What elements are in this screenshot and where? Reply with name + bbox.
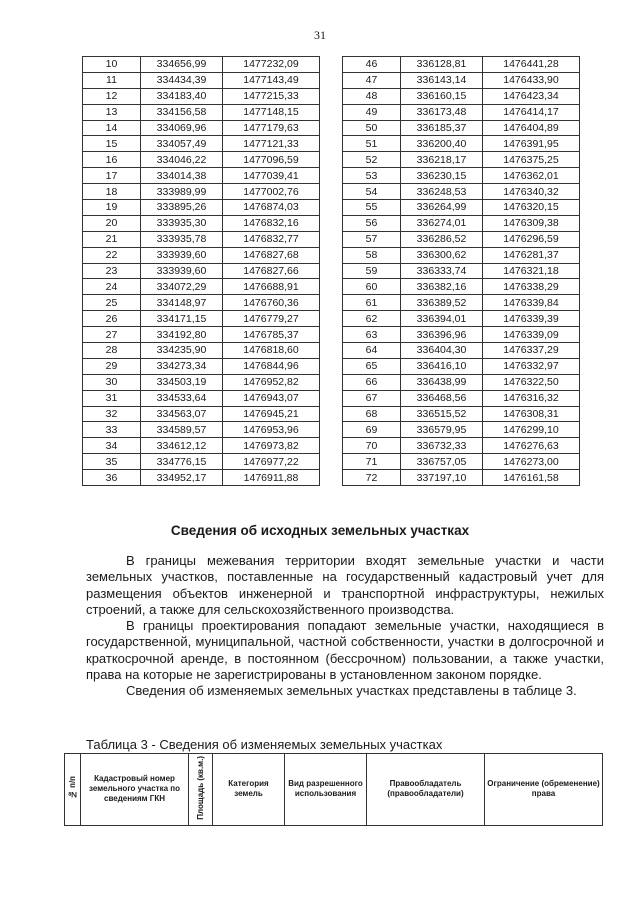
table-cell: 1476273,00 xyxy=(483,454,580,470)
table-cell: 1476332,97 xyxy=(483,358,580,374)
table-cell: 334192,80 xyxy=(141,327,223,343)
column-gap xyxy=(320,263,343,279)
table-cell: 334434,39 xyxy=(141,72,223,88)
table-cell: 1477121,33 xyxy=(223,136,320,152)
table-row xyxy=(83,390,580,406)
table-cell: 336394,01 xyxy=(401,311,483,327)
table3-header-use: Вид разрешенного использования xyxy=(285,754,367,826)
table-cell: 28 xyxy=(83,343,141,359)
table-row xyxy=(83,120,580,136)
table-cell: 1476844,96 xyxy=(223,358,320,374)
table-row xyxy=(83,454,580,470)
column-gap xyxy=(320,184,343,200)
table-cell: 1477215,33 xyxy=(223,88,320,104)
table-row xyxy=(83,374,580,390)
table-cell: 1476832,16 xyxy=(223,215,320,231)
table-cell: 336389,52 xyxy=(401,295,483,311)
table-cell: 1476433,90 xyxy=(483,72,580,88)
coordinates-table xyxy=(82,56,580,486)
paragraph: В границы проектирования попадают земельные участки, находящиеся в государственной, муниципальной, частной собственности, участки в долгосрочной и краткосрочной аренде, в постоянном (бессрочном) пользовании, а также участки, права на которые не зарегистрированы в установленном законом порядке. xyxy=(86,618,604,683)
table-cell: 1476362,01 xyxy=(483,168,580,184)
table-cell: 334072,29 xyxy=(141,279,223,295)
table3-header-row xyxy=(65,754,603,826)
column-gap xyxy=(320,470,343,486)
table-cell: 336160,15 xyxy=(401,88,483,104)
table-cell: 1476779,27 xyxy=(223,311,320,327)
table-cell: 64 xyxy=(343,343,401,359)
column-gap xyxy=(320,343,343,359)
table-cell: 333939,60 xyxy=(141,263,223,279)
table-row xyxy=(83,279,580,295)
table-row xyxy=(83,231,580,247)
table3-header-area: Площадь (кв.м.) xyxy=(189,754,213,826)
table-cell: 336264,99 xyxy=(401,200,483,216)
table-row xyxy=(83,327,580,343)
table-cell: 336248,53 xyxy=(401,184,483,200)
table-cell: 333895,26 xyxy=(141,200,223,216)
column-gap xyxy=(320,215,343,231)
page-number: 31 xyxy=(314,28,326,42)
table-row xyxy=(83,104,580,120)
column-gap xyxy=(320,295,343,311)
table-cell: 334148,97 xyxy=(141,295,223,311)
column-gap xyxy=(320,72,343,88)
table-cell: 27 xyxy=(83,327,141,343)
table-row xyxy=(83,406,580,422)
table-row xyxy=(83,343,580,359)
table-cell: 70 xyxy=(343,438,401,454)
table3-header-restriction: Ограничение (обременение) права xyxy=(485,754,603,826)
table-cell: 336438,99 xyxy=(401,374,483,390)
table-cell: 333989,99 xyxy=(141,184,223,200)
paragraph: В границы межевания территории входят земельные участки и части земельных участков, поставленные на государственный кадастровый учет для размещения объектов инженерной и транспортной инфраструктуры, нежилых строений, а также для сельскохозяйственного производства. xyxy=(86,553,604,617)
table-cell: 336274,01 xyxy=(401,215,483,231)
table-cell: 1476414,17 xyxy=(483,104,580,120)
table-cell: 334057,49 xyxy=(141,136,223,152)
table-cell: 334273,34 xyxy=(141,358,223,374)
table-cell: 1476827,68 xyxy=(223,247,320,263)
table-cell: 1476299,10 xyxy=(483,422,580,438)
table-cell: 51 xyxy=(343,136,401,152)
table-cell: 1476760,36 xyxy=(223,295,320,311)
table-cell: 67 xyxy=(343,390,401,406)
table-cell: 52 xyxy=(343,152,401,168)
table-cell: 336300,62 xyxy=(401,247,483,263)
table-cell: 1476316,32 xyxy=(483,390,580,406)
table-cell: 336230,15 xyxy=(401,168,483,184)
table-row xyxy=(83,72,580,88)
table-cell: 334069,96 xyxy=(141,120,223,136)
table-cell: 1477232,09 xyxy=(223,57,320,73)
table-cell: 68 xyxy=(343,406,401,422)
table-cell: 336185,37 xyxy=(401,120,483,136)
table-cell: 11 xyxy=(83,72,141,88)
table-cell: 47 xyxy=(343,72,401,88)
table3-header-category: Категория земель xyxy=(213,754,285,826)
table-cell: 1476911,88 xyxy=(223,470,320,486)
table-cell: 336173,48 xyxy=(401,104,483,120)
table-cell: 334612,12 xyxy=(141,438,223,454)
table-cell: 336143,14 xyxy=(401,72,483,88)
table-cell: 1476952,82 xyxy=(223,374,320,390)
table-cell: 55 xyxy=(343,200,401,216)
table-cell: 65 xyxy=(343,358,401,374)
table-row xyxy=(83,136,580,152)
table-cell: 1476320,15 xyxy=(483,200,580,216)
table-cell: 26 xyxy=(83,311,141,327)
column-gap xyxy=(320,406,343,422)
table-cell: 334503,19 xyxy=(141,374,223,390)
table-cell: 1476339,09 xyxy=(483,327,580,343)
table-cell: 336468,56 xyxy=(401,390,483,406)
table-cell: 62 xyxy=(343,311,401,327)
table-cell: 10 xyxy=(83,57,141,73)
table-cell: 1476296,59 xyxy=(483,231,580,247)
table-cell: 337197,10 xyxy=(401,470,483,486)
column-gap xyxy=(320,311,343,327)
table-row xyxy=(83,215,580,231)
column-gap xyxy=(320,152,343,168)
table-row xyxy=(83,247,580,263)
table-cell: 336396,96 xyxy=(401,327,483,343)
table-cell: 30 xyxy=(83,374,141,390)
table-row xyxy=(83,152,580,168)
table-cell: 46 xyxy=(343,57,401,73)
table-cell: 1476339,84 xyxy=(483,295,580,311)
table-cell: 1476322,50 xyxy=(483,374,580,390)
table3-caption: Таблица 3 - Сведения об изменяемых земельных участках xyxy=(86,737,443,752)
table-cell: 1476339,39 xyxy=(483,311,580,327)
table-cell: 66 xyxy=(343,374,401,390)
table-cell: 336128,81 xyxy=(401,57,483,73)
table-cell: 1476337,29 xyxy=(483,343,580,359)
table-cell: 1476977,22 xyxy=(223,454,320,470)
table-cell: 334776,15 xyxy=(141,454,223,470)
table-cell: 1476391,95 xyxy=(483,136,580,152)
table-cell: 1477002,76 xyxy=(223,184,320,200)
table3 xyxy=(64,753,603,826)
column-gap xyxy=(320,57,343,73)
table-cell: 336286,52 xyxy=(401,231,483,247)
table-cell: 61 xyxy=(343,295,401,311)
table-cell: 334533,64 xyxy=(141,390,223,406)
column-gap xyxy=(320,374,343,390)
column-gap xyxy=(320,279,343,295)
paragraph: Сведения об изменяемых земельных участках представлены в таблице 3. xyxy=(126,683,577,699)
table-cell: 17 xyxy=(83,168,141,184)
table-cell: 1476281,37 xyxy=(483,247,580,263)
table-cell: 24 xyxy=(83,279,141,295)
table-row xyxy=(83,295,580,311)
table-cell: 1476441,28 xyxy=(483,57,580,73)
table-cell: 35 xyxy=(83,454,141,470)
body-text xyxy=(86,553,604,700)
table-cell: 69 xyxy=(343,422,401,438)
table-row xyxy=(83,263,580,279)
column-gap xyxy=(320,247,343,263)
table-cell: 1476340,32 xyxy=(483,184,580,200)
table-cell: 336515,52 xyxy=(401,406,483,422)
table-cell: 336200,40 xyxy=(401,136,483,152)
table-cell: 63 xyxy=(343,327,401,343)
table-cell: 336382,16 xyxy=(401,279,483,295)
column-gap xyxy=(320,104,343,120)
table-cell: 48 xyxy=(343,88,401,104)
table3-header-cadastral: Кадастровый номер земельного участка по сведениям ГКН xyxy=(81,754,189,826)
table-cell: 21 xyxy=(83,231,141,247)
table-cell: 53 xyxy=(343,168,401,184)
column-gap xyxy=(320,358,343,374)
table-cell: 336404,30 xyxy=(401,343,483,359)
column-gap xyxy=(320,231,343,247)
column-gap xyxy=(320,120,343,136)
table-row xyxy=(83,88,580,104)
table-cell: 333935,30 xyxy=(141,215,223,231)
table-cell: 1476308,31 xyxy=(483,406,580,422)
table-cell: 333939,60 xyxy=(141,247,223,263)
table-cell: 1477039,41 xyxy=(223,168,320,184)
section-title: Сведения об исходных земельных участках xyxy=(170,523,470,538)
table-cell: 23 xyxy=(83,263,141,279)
table-cell: 336757,05 xyxy=(401,454,483,470)
table-cell: 1476404,89 xyxy=(483,120,580,136)
table-cell: 71 xyxy=(343,454,401,470)
table-cell: 336416,10 xyxy=(401,358,483,374)
table-cell: 56 xyxy=(343,215,401,231)
column-gap xyxy=(320,200,343,216)
table-cell: 1476375,25 xyxy=(483,152,580,168)
table-cell: 1476945,21 xyxy=(223,406,320,422)
table3-header-number: № п/п xyxy=(65,754,81,826)
table-cell: 16 xyxy=(83,152,141,168)
table-cell: 336333,74 xyxy=(401,263,483,279)
table-cell: 334656,99 xyxy=(141,57,223,73)
table-cell: 22 xyxy=(83,247,141,263)
table-cell: 334014,38 xyxy=(141,168,223,184)
table-row xyxy=(83,184,580,200)
table-cell: 72 xyxy=(343,470,401,486)
table-cell: 334589,57 xyxy=(141,422,223,438)
table-cell: 334183,40 xyxy=(141,88,223,104)
table-cell: 25 xyxy=(83,295,141,311)
table-cell: 34 xyxy=(83,438,141,454)
table-row xyxy=(83,422,580,438)
table-cell: 12 xyxy=(83,88,141,104)
table-cell: 13 xyxy=(83,104,141,120)
column-gap xyxy=(320,438,343,454)
table-cell: 1476827,66 xyxy=(223,263,320,279)
table-cell: 1476818,60 xyxy=(223,343,320,359)
table-row xyxy=(83,358,580,374)
table-cell: 31 xyxy=(83,390,141,406)
column-gap xyxy=(320,88,343,104)
table-row xyxy=(83,470,580,486)
table-cell: 1477143,49 xyxy=(223,72,320,88)
table-cell: 1476309,38 xyxy=(483,215,580,231)
table-cell: 1477179,63 xyxy=(223,120,320,136)
table-cell: 1476785,37 xyxy=(223,327,320,343)
table-cell: 1476973,82 xyxy=(223,438,320,454)
table-cell: 1476423,34 xyxy=(483,88,580,104)
table-cell: 334952,17 xyxy=(141,470,223,486)
table-cell: 50 xyxy=(343,120,401,136)
table-cell: 1476338,29 xyxy=(483,279,580,295)
table-cell: 15 xyxy=(83,136,141,152)
table-cell: 1476943,07 xyxy=(223,390,320,406)
table-cell: 49 xyxy=(343,104,401,120)
table-cell: 1476953,96 xyxy=(223,422,320,438)
table-cell: 334156,58 xyxy=(141,104,223,120)
table-cell: 14 xyxy=(83,120,141,136)
column-gap xyxy=(320,390,343,406)
table-cell: 336218,17 xyxy=(401,152,483,168)
table-cell: 19 xyxy=(83,200,141,216)
table-cell: 334235,90 xyxy=(141,343,223,359)
table-cell: 29 xyxy=(83,358,141,374)
table-cell: 20 xyxy=(83,215,141,231)
table-row xyxy=(83,168,580,184)
table-row xyxy=(83,57,580,73)
table-cell: 1477148,15 xyxy=(223,104,320,120)
table3-header-owner: Правообладатель (правообладатели) xyxy=(367,754,485,826)
table-cell: 1476688,91 xyxy=(223,279,320,295)
column-gap xyxy=(320,327,343,343)
column-gap xyxy=(320,168,343,184)
table-cell: 336579,95 xyxy=(401,422,483,438)
table-cell: 334046,22 xyxy=(141,152,223,168)
table-row xyxy=(83,200,580,216)
table-cell: 334563,07 xyxy=(141,406,223,422)
table-cell: 18 xyxy=(83,184,141,200)
table-cell: 59 xyxy=(343,263,401,279)
table-cell: 1476832,77 xyxy=(223,231,320,247)
table-cell: 33 xyxy=(83,422,141,438)
column-gap xyxy=(320,136,343,152)
table-cell: 1476276,63 xyxy=(483,438,580,454)
table-cell: 1476161,58 xyxy=(483,470,580,486)
table-cell: 1476321,18 xyxy=(483,263,580,279)
table-cell: 32 xyxy=(83,406,141,422)
table-cell: 60 xyxy=(343,279,401,295)
table-row xyxy=(83,438,580,454)
column-gap xyxy=(320,454,343,470)
table-cell: 1476874,03 xyxy=(223,200,320,216)
table-cell: 336732,33 xyxy=(401,438,483,454)
table-row xyxy=(83,311,580,327)
table-cell: 54 xyxy=(343,184,401,200)
table-cell: 58 xyxy=(343,247,401,263)
table-cell: 1477096,59 xyxy=(223,152,320,168)
table-cell: 334171,15 xyxy=(141,311,223,327)
table-cell: 57 xyxy=(343,231,401,247)
table-cell: 36 xyxy=(83,470,141,486)
column-gap xyxy=(320,422,343,438)
table-cell: 333935,78 xyxy=(141,231,223,247)
